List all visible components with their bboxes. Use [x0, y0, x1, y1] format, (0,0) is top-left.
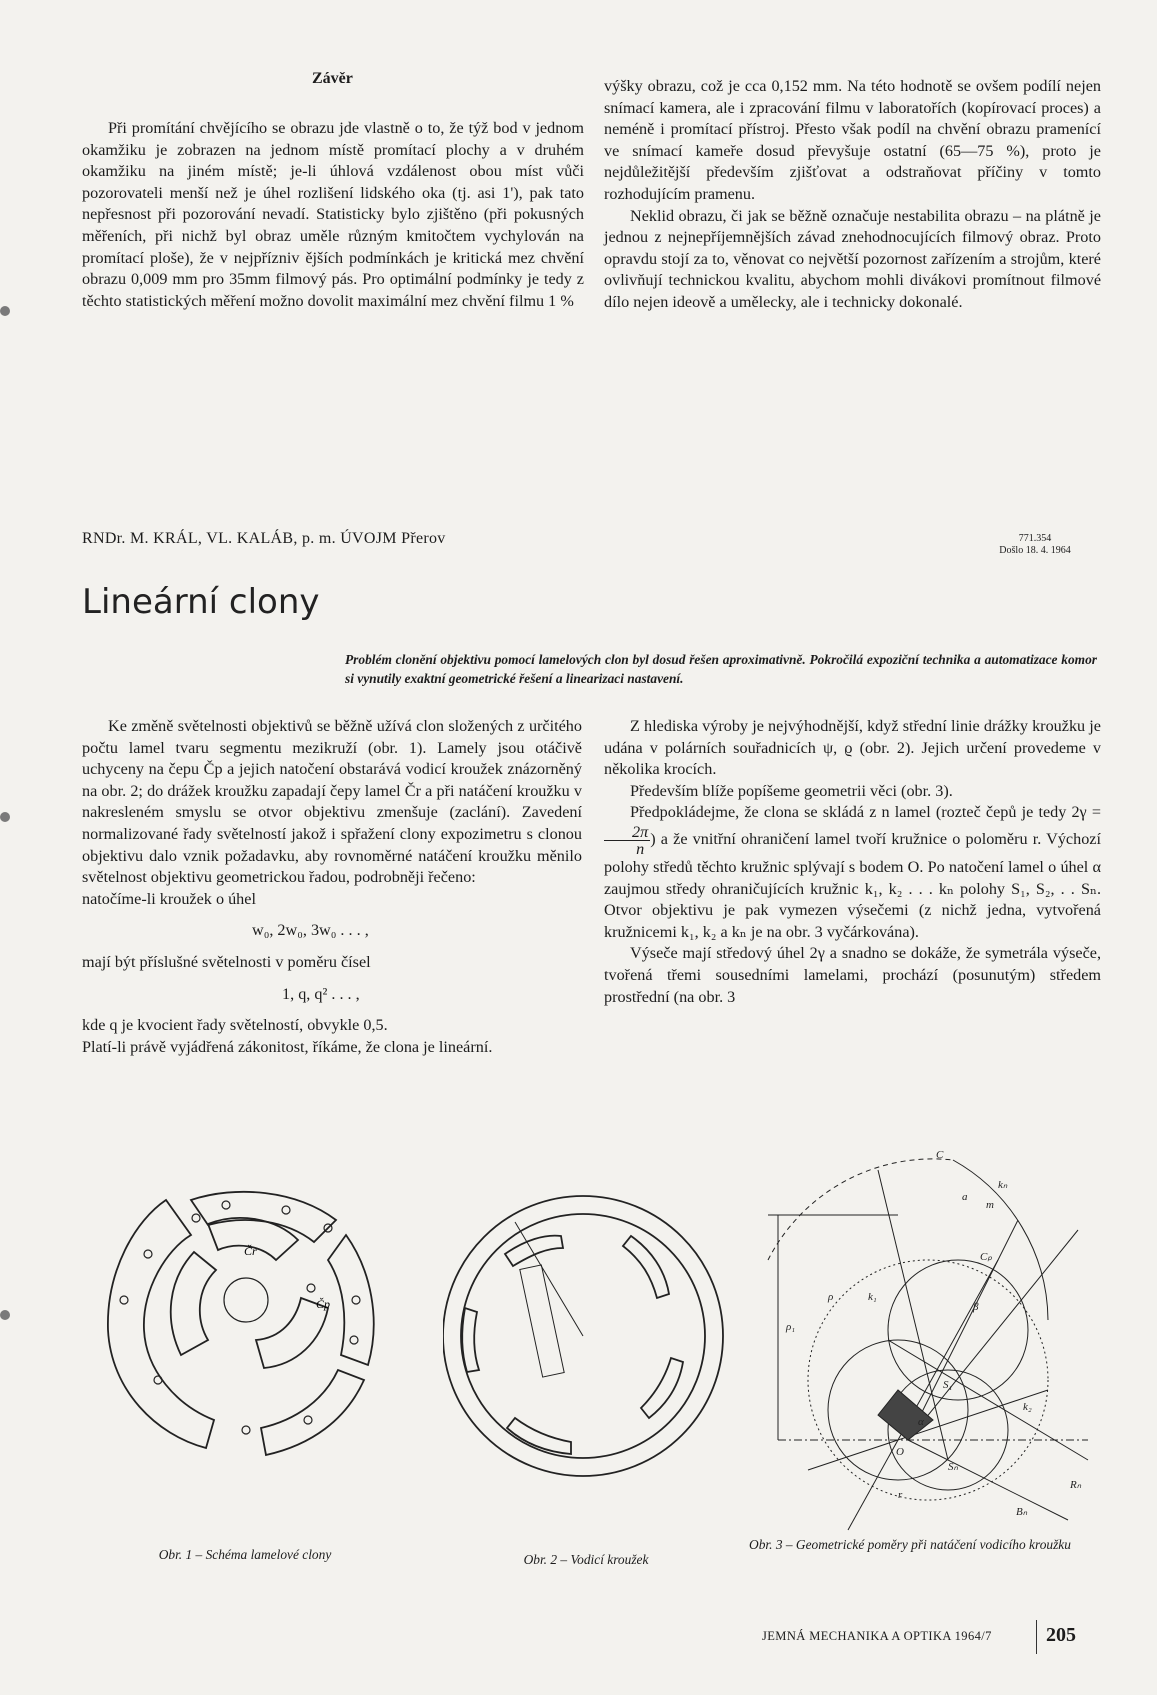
pin — [282, 1206, 290, 1214]
lamella — [108, 1200, 214, 1448]
label-beta: β — [973, 1301, 979, 1313]
ring-slot — [462, 1308, 479, 1372]
figure-2-caption: Obr. 2 – Vodicí kroužek — [523, 1552, 649, 1567]
binding-hole — [0, 1310, 10, 1320]
right-main-column — [604, 716, 1101, 1008]
paragraph — [604, 802, 1101, 943]
pin — [304, 1416, 312, 1424]
pin — [120, 1296, 128, 1304]
equation: w₀, 2w₀, 3w₀ . . . , — [252, 921, 369, 940]
figure-3-geometry — [748, 1140, 1093, 1560]
fraction-numerator: 2π — [604, 824, 650, 841]
paragraph: Z hlediska výroby je nejvýhodnější, když střední linie drážky kroužku je udána v polárních souřadnicích ψ, ϱ (obr. 2). Jejich určení provedeme v několika krocích. — [604, 717, 1101, 779]
pin — [144, 1250, 152, 1258]
circle-dotted — [808, 1260, 1048, 1500]
label-r: r — [898, 1489, 903, 1501]
figure-2-guide-ring — [443, 1166, 733, 1516]
label-s1: S₁ — [943, 1379, 953, 1391]
ring-slot — [623, 1236, 669, 1298]
label-sn: Sₙ — [948, 1461, 958, 1473]
figure-3-caption: Obr. 3 – Geometrické poměry při natáčení vodicího kroužku — [749, 1537, 1071, 1552]
binding-hole — [0, 306, 10, 316]
label-m: m — [986, 1199, 994, 1211]
label-k2: k₂ — [1023, 1401, 1032, 1413]
label-a: a — [962, 1191, 968, 1203]
construction-line — [908, 1220, 1018, 1440]
page-number: 205 — [1046, 1624, 1076, 1646]
label-rn: Rₙ — [1070, 1479, 1082, 1491]
figure-1-caption: Obr. 1 – Schéma lamelové clony — [158, 1547, 332, 1562]
fraction-denominator: n — [636, 839, 645, 858]
paragraph: Výseče mají středový úhel 2γ a snadno se dokáže, že symetrála výseče, tvořená třemi sousedními lamelami, prochází (posunutým) středem prostřední (na obr. 3 — [604, 944, 1101, 1006]
conclusion-paragraph: Při promítání chvějícího se obrazu jde vlastně o to, že týž bod v jednom okamžiku je zobrazen na jednom místě promítací plochy a v druhém okamžiku na jiném místě; je-li úhlová vzdálenost obou míst vůči pozorovateli menší než je úhel rozlišení lidského oka (tj. asi 1'), pak tato nepřesnost při pozorování nevadí. Statisticky bylo zjištěno (při pokusných měřeních, při nichž byl obraz uměle různým kmitočtem vychylován na promítací ploše), že v nejpřízniv ějších podmínkách je kritická mez chvění obrazu 0,009 mm pro 35mm filmový pás. Pro optimální podmínky je tedy z těchto statistických měření možno dovolit maximální mez chvění filmu 1 % — [82, 119, 584, 310]
label-k1: k₁ — [868, 1291, 877, 1303]
lamella — [171, 1252, 216, 1355]
slot-detail — [520, 1265, 564, 1377]
label-cp: Cₚ — [980, 1251, 993, 1263]
paragraph: mají být příslušné světelnosti v poměru čísel — [82, 952, 371, 971]
paragraph: natočíme-li kroužek o úhel — [82, 889, 256, 908]
pin — [350, 1336, 358, 1344]
left-main-column — [82, 716, 582, 1058]
paragraph: Především blíže popíšeme geometrii věci (obr. 3). — [630, 781, 953, 800]
paragraph-part: Předpokládejme, že clona se skládá z n lamel (rozteč čepů je tedy 2γ = — [630, 803, 1101, 822]
paragraph: výšky obrazu, což je cca 0,152 mm. Na této hodnotě se ovšem podílí nejen snímací kamera, ale i zpracování filmu v laboratořích (kopírovací proces) a neméně i promítací přístroj. Přesto však podíl na chvění obrazu pramenící ve snímací kameře dosud převyšuje ostatní (65—75 %), proto je nejdůležitější především zjišťovat a odstraňovat příčiny v tomto rozhodujícím pramenu. — [604, 77, 1101, 203]
pin — [222, 1201, 230, 1209]
label-cp: Čp — [316, 1297, 331, 1311]
construction-line — [808, 1390, 1048, 1470]
udc-code: 771.354 — [1018, 533, 1052, 544]
paragraph: kde q je kvocient řady světelností, obvykle 0,5. — [82, 1016, 388, 1035]
construction-line — [908, 1440, 1068, 1520]
label-alpha: α — [918, 1416, 924, 1428]
paragraph-part: ) a že vnitřní ohraničení lamel tvoří kružnice o poloměru r. Výchozí polohy středů těchto kružnic splývají s bodem O. Po natočení lamel o úhel α zaujmou středy ohraničujících kružnic k₁, k₂ . . . kₙ polohy S₁, S₂, . . Sₙ. Otvor objektivu je pak vymezen výsečemi (z nichž jedna, vytvořená kružnicemi k₁, k₂ a kₙ je na obr. 3 vyčárkována). — [604, 830, 1101, 941]
arc-dashed — [768, 1159, 953, 1260]
label-rho1: ρ₁ — [786, 1321, 796, 1333]
label-o: O — [896, 1446, 904, 1458]
article-title: Lineární clony — [82, 582, 320, 622]
authors: RNDr. M. KRÁL, VL. KALÁB, p. m. ÚVOJM Přerov — [82, 530, 446, 547]
pin — [352, 1296, 360, 1304]
pin — [192, 1214, 200, 1222]
fraction — [604, 824, 650, 857]
hatched-sector — [878, 1390, 933, 1440]
paragraph: Neklid obrazu, či jak se běžně označuje nestabilita obrazu – na plátně je jednou z nejnepříjemnějších závad znehodnocujících filmový obraz. Proto opravdu stojí za to, věnovat co největší pozornost zařízením a strojům, které ovlivňují technickou kvalitu, abychom mohli divákovi promítnout filmové dílo nejen ideově a umělecky, ale i technicky dokonalé. — [604, 206, 1101, 311]
journal-name: JEMNÁ MECHANIKA A OPTIKA 1964/7 — [762, 1629, 992, 1643]
label-kn: kₙ — [998, 1179, 1008, 1191]
abstract: Problém clonění objektivu pomocí lamelových clon byl dosud řešen aproximativně. Pokročilá expoziční technika a automatizace komor si vynutily exaktní geometrické řešení a linearizaci nastavení. — [345, 652, 1097, 686]
ring-slot — [641, 1358, 683, 1418]
pin — [307, 1284, 315, 1292]
lamella — [328, 1235, 374, 1365]
radius-line — [515, 1222, 583, 1336]
pin — [242, 1426, 250, 1434]
footer-divider — [1036, 1620, 1037, 1654]
equation: 1, q, q² . . . , — [282, 984, 360, 1003]
lamella — [261, 1370, 364, 1455]
label-rho: ρ — [828, 1291, 834, 1303]
construction-line — [888, 1340, 1088, 1460]
label-cr: Čr — [244, 1244, 257, 1258]
section-heading: Závěr — [312, 70, 353, 87]
right-top-column — [604, 76, 1101, 314]
inner-aperture — [224, 1278, 268, 1322]
paragraph: Platí-li právě vyjádřená zákonitost, říkáme, že clona je lineární. — [82, 1037, 493, 1056]
article-reference — [995, 533, 1075, 557]
label-c: C — [936, 1149, 944, 1161]
paragraph: Ke změně světelnosti objektivů se běžně užívá clon složených z určitého počtu lamel tvaru segmentu mezikruží (obr. 1). Lamely jsou otáčivě uchyceny na čepu Čp a jejich natočení obstarává vodicí kroužek znázorněný na obr. 2; do drážek kroužku zapadají čepy lamel Čr a při natáčení kroužku v nakresleném smyslu se otvor objektivu zmenšuje (zaclání). Zavedení normalizované řady světelností jakož i spřažení clony expozimetru s clonou objektivu dalo vznik požadavku, aby rovnoměrné natáčení kroužku měnilo světelnost objektivu geometrickou řadou, podrobněji řečeno: — [82, 717, 582, 887]
received-date: Došlo 18. 4. 1964 — [999, 545, 1071, 556]
pin — [154, 1376, 162, 1384]
figure-1-diaphragm — [96, 1180, 386, 1540]
conclusion-text — [82, 118, 584, 312]
ring-slot — [505, 1236, 563, 1266]
label-bn: Bₙ — [1016, 1506, 1028, 1518]
binding-hole — [0, 812, 10, 822]
ring-slot — [507, 1418, 571, 1454]
